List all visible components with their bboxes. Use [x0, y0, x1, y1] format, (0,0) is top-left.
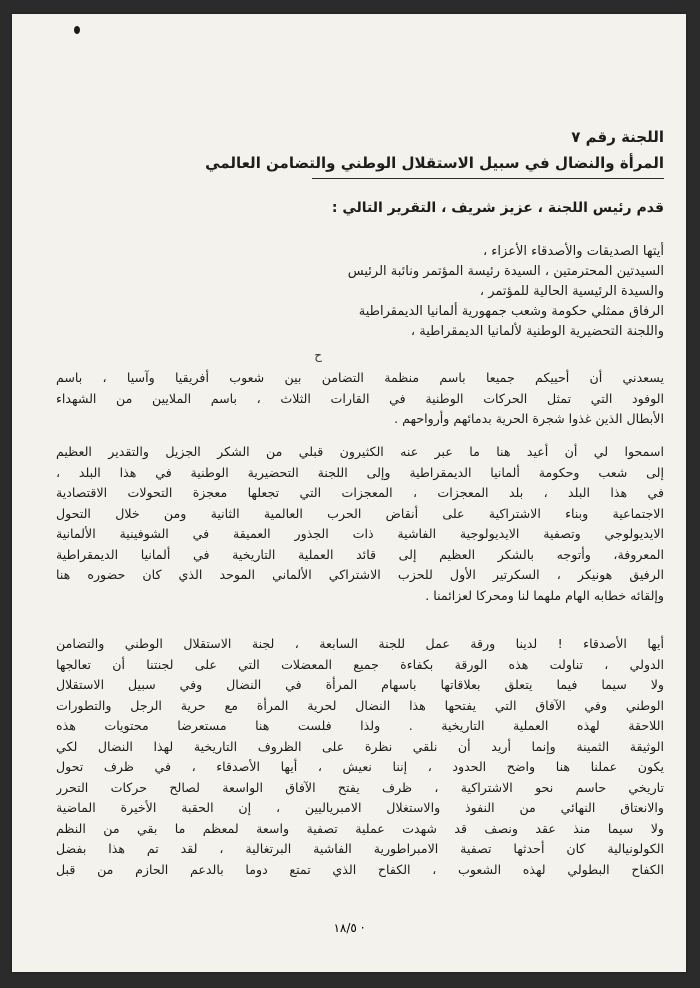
committee-title: اللجنة رقم ٧ [571, 128, 664, 146]
paragraph-line: الوثيقة الثمينة وإنما أريد أن نلقي نظرة على الظروف التاريخية لهذا النضال لكي [56, 738, 664, 754]
paragraph-line: الكولونيالية كان أحدثها تصفية الامبراطورية الفاشية البرتغالية ، لقد تم هذا بفضل [56, 841, 664, 856]
paragraph-line: يسعدني أن أحييكم جميعا باسم منظمة التضامن بين شعوب أفريقيا وآسيا ، باسم [56, 370, 664, 385]
committee-subtitle: المرأة والنضال في سبيل الاستقلال الوطني والتضامن العالمي [205, 154, 664, 172]
subtitle-underline [312, 178, 664, 179]
paragraph-historical-context [56, 634, 664, 880]
paragraph-line: اللاحقة لهذه العملية التاريخية . ولذا فلست هنا مستعرضا محتويات هذه [56, 718, 664, 733]
page-number: ١٨/٥ · [333, 921, 365, 935]
paragraph-line: ولا سيما فيما يتعلق بعلاقاتها باسهام المرأة في النضال وفي سبيل الاستقلال [56, 677, 664, 692]
paragraph-line: تاريخي حاسم نحو الاشتراكية ، ظرف يفتح الآفاق الواسعة لصالح حركات التحرر [56, 779, 664, 795]
paragraph-line: الوطني وفي الآفاق التي يفتحها هذا النضال لحرية المرأة مع حرية الرجل والتطورات [56, 697, 664, 713]
paragraph-welcome [56, 368, 664, 430]
paragraph-line: الأبطال الذين غذوا شجرة الحرية بدمائهم وأرواحهم . [394, 411, 664, 426]
paragraph-line: الرفيق هونيكر ، السكرتير الأول للحزب الاشتراكي الألماني الموحد الذي كان حضوره هنا [56, 567, 664, 582]
paragraph-line: المعروفة، وأتوجه بالشكر العظيم إلى قائد العملية التاريخية في ألمانيا الديمقراطية [56, 546, 664, 562]
stray-handwritten-mark: ح [314, 348, 322, 362]
paragraph-line: إلى شعب وحكومة ألمانيا الديمقراطية وإلى اللجنة التحضيرية الوطنية في هذا البلد ، [56, 464, 664, 480]
paragraph-line: اسمحوا لي أن أعيد هنا ما عبر عنه الكثيرون قبلي من الشكر الجزيل والتقدير العظيم [56, 444, 664, 459]
paragraph-line: وإلقائه خطابه الهام ملهما لنا ومحركا لعزائمنا . [425, 587, 664, 603]
paragraph-line: الدولي ، تناولت هذه الورقة بكفاءة جميع المعضلات التي على لجنتنا أن تعالجها [56, 656, 664, 672]
paragraph-thanks [56, 442, 664, 606]
paragraph-line: في هذا البلد ، بلد المعجزات ، المعجزات التي تجعلها معجزة التحولات الاقتصادية [56, 485, 664, 500]
paragraph-line: أيها الأصدقاء ! لدينا ورقة عمل للجنة السابعة ، لجنة الاستقلال الوطني والتضامن [56, 636, 664, 651]
paragraph-line: ولا سيما منذ عقد ونصف قد شهدت عملية تصفية واسعة لمعظم ما بقي من النظم [56, 820, 664, 836]
paragraph-line: والانعتاق النهائي من النفوذ والاستغلال الامبرياليين ، إن الحقبة الأخيرة الماضية [56, 800, 664, 815]
greeting-line: السيدتين المحترمتين ، السيدة رئيسة المؤتمر ونائبة الرئيس [347, 264, 664, 279]
document-page [12, 14, 686, 972]
report-intro-line: قدم رئيس اللجنة ، عزيز شريف ، التقرير التالي : [331, 200, 664, 216]
greetings-list [348, 242, 664, 342]
paragraph-line: الكفاح البطولي لهذه الشعوب ، الكفاح الذي تمتع دوما بالدعم الحازم من قبل [56, 861, 664, 877]
greeting-line: والسيدة الرئيسية الحالية للمؤتمر ، [479, 284, 664, 299]
paragraph-line: يكون عملنا هنا واضح الحدود ، إننا نعيش ، أيها الأصدقاء ، في ظرف تحول [56, 759, 664, 774]
greeting-line: واللجنة التحضيرية الوطنية لألمانيا الديمقراطية ، [410, 324, 664, 339]
paragraph-line: الوفود التي تمثل الحركات الوطنية في القارات الثلاث ، باسم الملايين من الشهداء [56, 390, 664, 406]
paragraph-line: الاجتماعية وبناء الاشتراكية على أنقاض الحرب العالمية الثانية ومن خلال التحول [56, 505, 664, 521]
greeting-line: الرفاق ممثلي حكومة وشعب جمهورية ألمانيا الديمقراطية [358, 304, 664, 319]
greeting-line: أيتها الصديقات والأصدقاء الأعزاء ، [482, 244, 664, 259]
paragraph-line: الايديولوجي وتصفية الايديولوجية الفاشية ذات الجذور العميقة في الشوفينية الألمانية [56, 526, 664, 541]
document-body [56, 14, 664, 972]
